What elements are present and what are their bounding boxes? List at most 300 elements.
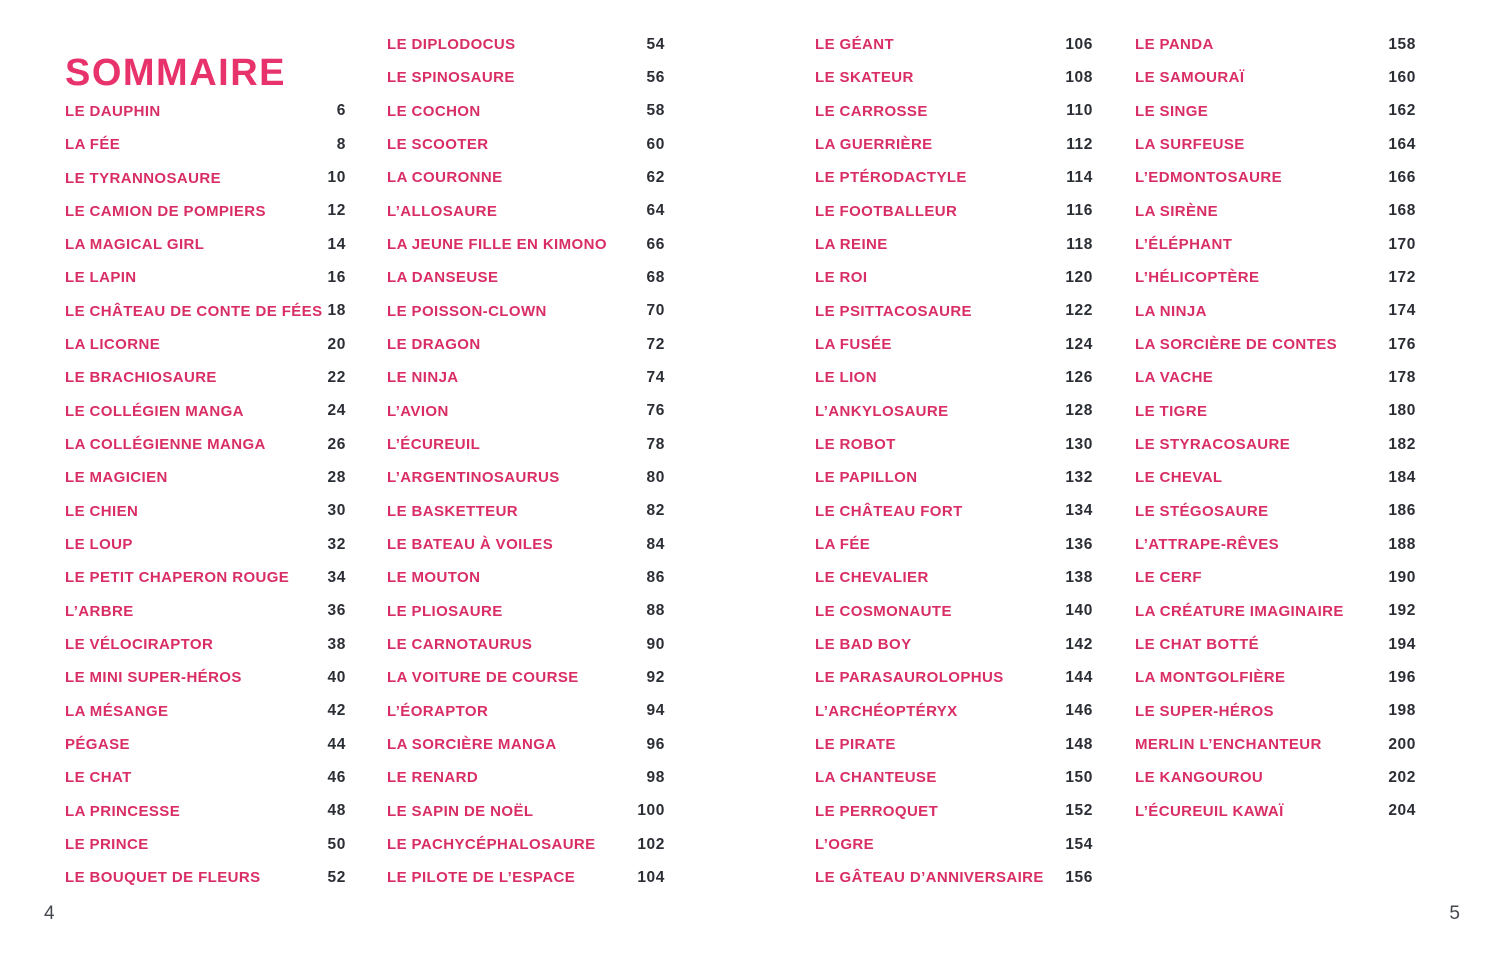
toc-entry-label: LA NINJA (1135, 302, 1207, 320)
toc-entry-page: 186 (1388, 502, 1416, 520)
toc-entry (387, 195, 665, 228)
toc-entry (815, 161, 1093, 194)
toc-entry-page: 198 (1388, 702, 1416, 720)
toc-entry-label: LA MAGICAL GIRL (65, 236, 205, 254)
toc-entry-page: 28 (327, 468, 346, 486)
toc-entry (1135, 228, 1416, 261)
toc-entry-label: LE DIPLODOCUS (387, 36, 516, 54)
toc-entry (1135, 361, 1416, 394)
toc-entry (387, 861, 665, 894)
toc-entry (815, 761, 1093, 794)
toc-entry-label: LE ROBOT (815, 436, 896, 454)
toc-entry-label: LE DAUPHIN (65, 102, 161, 120)
toc-entry-page: 40 (327, 668, 346, 686)
toc-entry-page: 96 (646, 735, 665, 753)
toc-entry (815, 528, 1093, 561)
toc-entry (1135, 61, 1416, 94)
toc-entry (815, 495, 1093, 528)
toc-entry-label: LE STÉGOSAURE (1135, 502, 1269, 520)
toc-entry-page: 72 (646, 335, 665, 353)
toc-entry (65, 361, 346, 394)
toc-entry-page: 92 (646, 668, 665, 686)
toc-entry (387, 28, 665, 61)
toc-entry (815, 428, 1093, 461)
toc-entry-page: 154 (1065, 835, 1093, 853)
toc-entry (387, 661, 665, 694)
toc-column-3 (815, 28, 1093, 895)
toc-column-2 (387, 28, 665, 895)
toc-entry (815, 328, 1093, 361)
toc-entry-label: LE GÉANT (815, 36, 895, 54)
toc-entry (65, 128, 346, 161)
toc-entry (65, 595, 346, 628)
toc-entry-page: 128 (1065, 402, 1093, 420)
toc-entry (1135, 595, 1416, 628)
toc-entry (1135, 728, 1416, 761)
toc-entry-page: 202 (1388, 768, 1416, 786)
toc-entry-page: 160 (1388, 68, 1416, 86)
toc-entry-page: 62 (646, 168, 665, 186)
toc-entry-label: LE SCOOTER (387, 136, 489, 154)
toc-entry-page: 192 (1388, 602, 1416, 620)
toc-entry-label: LE BAD BOY (815, 636, 912, 654)
toc-entry-page: 48 (327, 802, 346, 820)
toc-entry-label: LE CARNOTAURUS (387, 636, 533, 654)
toc-entry (1135, 395, 1416, 428)
toc-entry-label: LA COURONNE (387, 169, 503, 187)
toc-entry-page: 22 (327, 368, 346, 386)
toc-entry-page: 196 (1388, 668, 1416, 686)
toc-entry-page: 156 (1065, 868, 1093, 886)
toc-entry (65, 228, 346, 261)
toc-entry-page: 158 (1388, 35, 1416, 53)
toc-entry-page: 174 (1388, 302, 1416, 320)
title-spacer (65, 28, 346, 95)
toc-entry (65, 528, 346, 561)
toc-entry-label: LA FÉE (65, 136, 121, 154)
toc-entry (1135, 528, 1416, 561)
toc-entry-page: 24 (327, 402, 346, 420)
toc-entry-label: L’EDMONTOSAURE (1135, 169, 1283, 187)
toc-entry-label: LE PIRATE (815, 736, 896, 754)
toc-entry-label: L’ÉLÉPHANT (1135, 236, 1233, 254)
toc-entry-page: 54 (646, 35, 665, 53)
toc-entry-page: 26 (327, 435, 346, 453)
toc-entry (387, 795, 665, 828)
toc-entry (815, 861, 1093, 894)
toc-entry-label: LA PRINCESSE (65, 802, 181, 820)
toc-entry (1135, 795, 1416, 828)
toc-entry (65, 328, 346, 361)
toc-entry-label: LA FÉE (815, 536, 871, 554)
toc-entry (65, 495, 346, 528)
toc-entry-label: LE STYRACOSAURE (1135, 436, 1291, 454)
toc-entry (65, 761, 346, 794)
toc-entry (815, 628, 1093, 661)
folio-left: 4 (44, 903, 55, 924)
toc-entry-page: 46 (327, 768, 346, 786)
toc-entry-page: 194 (1388, 635, 1416, 653)
toc-entry (387, 561, 665, 594)
toc-entry (815, 361, 1093, 394)
toc-entry (387, 495, 665, 528)
toc-entry-page: 78 (646, 435, 665, 453)
toc-entry-page: 20 (327, 335, 346, 353)
toc-entry-page: 142 (1065, 635, 1093, 653)
toc-entry-page: 126 (1065, 368, 1093, 386)
toc-entry-label: LA REINE (815, 236, 888, 254)
toc-entry-label: LE PANDA (1135, 36, 1214, 54)
toc-entry (1135, 328, 1416, 361)
toc-entry-label: LA GUERRIÈRE (815, 136, 933, 154)
toc-entry-page: 112 (1066, 135, 1093, 153)
toc-entry-label: LE SINGE (1135, 102, 1209, 120)
toc-entry-label: LE DRAGON (387, 336, 481, 354)
toc-entry-label: LE RENARD (387, 769, 479, 787)
toc-entry-label: LE COCHON (387, 102, 481, 120)
toc-entry (1135, 161, 1416, 194)
toc-entry-label: LE SKATEUR (815, 69, 914, 87)
toc-entry-page: 36 (327, 602, 346, 620)
page-title: SOMMAIRE (65, 52, 286, 95)
toc-entry-page: 180 (1388, 402, 1416, 420)
toc-entry-page: 100 (637, 802, 665, 820)
toc-entry (65, 161, 346, 194)
toc-entry (815, 695, 1093, 728)
toc-entry-page: 74 (646, 368, 665, 386)
toc-entry-label: LE PACHYCÉPHALOSAURE (387, 836, 596, 854)
toc-entry-page: 14 (327, 235, 346, 253)
toc-entry-label: L’ANKYLOSAURE (815, 402, 949, 420)
toc-entry-label: LE COSMONAUTE (815, 602, 952, 620)
toc-entry (65, 95, 346, 128)
toc-entry-label: LA MONTGOLFIÈRE (1135, 669, 1286, 687)
toc-entry-label: PÉGASE (65, 736, 130, 754)
toc-entry (387, 695, 665, 728)
toc-entry-page: 138 (1065, 568, 1093, 586)
toc-entry-label: LE SAPIN DE NOËL (387, 802, 534, 820)
toc-entry-page: 16 (327, 268, 346, 286)
toc-entry-label: LA CRÉATURE IMAGINAIRE (1135, 602, 1344, 620)
toc-entry-label: LE PTÉRODACTYLE (815, 169, 967, 187)
toc-entry-label: LE COLLÉGIEN MANGA (65, 402, 244, 420)
toc-entry-page: 144 (1065, 668, 1093, 686)
toc-entry-label: LE CHAT BOTTÉ (1135, 636, 1260, 654)
toc-entry (65, 295, 346, 328)
toc-entry-label: L’ARCHÉOPTÉRYX (815, 702, 958, 720)
toc-entry-label: LE CHEVAL (1135, 469, 1223, 487)
toc-entry-page: 176 (1388, 335, 1416, 353)
toc-entry-label: L’ÉCUREUIL (387, 436, 481, 454)
toc-entry-page: 146 (1065, 702, 1093, 720)
toc-entry-label: LA MÉSANGE (65, 702, 169, 720)
toc-entry (387, 295, 665, 328)
toc-entry-label: LE PSITTACOSAURE (815, 302, 972, 320)
toc-entry-page: 200 (1388, 735, 1416, 753)
toc-entry-label: L’ÉCUREUIL KAWAÏ (1135, 802, 1284, 820)
toc-entry (387, 628, 665, 661)
toc-entry-label: LA JEUNE FILLE EN KIMONO (387, 236, 607, 254)
toc-entry-label: LE VÉLOCIRAPTOR (65, 636, 214, 654)
toc-entry-page: 44 (327, 735, 346, 753)
toc-entry-label: LE PERROQUET (815, 802, 939, 820)
toc-entry-page: 182 (1388, 435, 1416, 453)
toc-entry-page: 6 (336, 102, 346, 120)
toc-entry (65, 261, 346, 294)
toc-entry (65, 195, 346, 228)
toc-entry-label: LE TIGRE (1135, 402, 1208, 420)
toc-entry-label: LE PILOTE DE L’ESPACE (387, 869, 576, 887)
toc-entry (65, 828, 346, 861)
toc-entry-page: 168 (1388, 202, 1416, 220)
toc-entry-label: L’ARGENTINOSAURUS (387, 469, 560, 487)
toc-entry (1135, 195, 1416, 228)
toc-entry-label: LA SIRÈNE (1135, 202, 1219, 220)
toc-entry-label: L’OGRE (815, 836, 875, 854)
toc-entry (1135, 661, 1416, 694)
toc-entry (387, 128, 665, 161)
toc-entry-label: LE BASKETTEUR (387, 502, 519, 520)
toc-entry-page: 124 (1065, 335, 1093, 353)
toc-entry-page: 82 (646, 502, 665, 520)
toc-entry (1135, 628, 1416, 661)
toc-entry-label: L’ARBRE (65, 602, 134, 620)
toc-entry-page: 162 (1388, 102, 1416, 120)
toc-entry (387, 261, 665, 294)
toc-entry-label: LE PETIT CHAPERON ROUGE (65, 569, 290, 587)
toc-entry-page: 68 (646, 268, 665, 286)
toc-entry-label: LE FOOTBALLEUR (815, 202, 958, 220)
toc-entry-page: 190 (1388, 568, 1416, 586)
toc-entry (1135, 461, 1416, 494)
toc-entry-label: LA CHANTEUSE (815, 769, 937, 787)
toc-entry-label: LE SPINOSAURE (387, 69, 515, 87)
toc-entry (65, 561, 346, 594)
toc-entry-page: 94 (646, 702, 665, 720)
toc-entry (387, 95, 665, 128)
toc-entry-page: 122 (1065, 302, 1093, 320)
toc-entry (387, 595, 665, 628)
toc-entry-page: 30 (327, 502, 346, 520)
toc-entry-label: LE CHAT (65, 769, 132, 787)
toc-entry (815, 295, 1093, 328)
toc-entry (815, 561, 1093, 594)
toc-entry-page: 184 (1388, 468, 1416, 486)
toc-entry-page: 84 (646, 535, 665, 553)
toc-entry (815, 395, 1093, 428)
toc-entry (387, 61, 665, 94)
toc-entry-page: 130 (1065, 435, 1093, 453)
toc-entry-label: LA VOITURE DE COURSE (387, 669, 579, 687)
toc-entry-page: 104 (637, 868, 665, 886)
toc-entry (387, 761, 665, 794)
toc-entry (387, 728, 665, 761)
toc-entry-page: 50 (327, 835, 346, 853)
toc-entry (65, 395, 346, 428)
toc-entry-label: LE PARASAUROLOPHUS (815, 669, 1004, 687)
toc-entry-page: 8 (336, 135, 346, 153)
toc-entry-page: 18 (327, 302, 346, 320)
toc-entry-label: LE CAMION DE POMPIERS (65, 202, 266, 220)
toc-entry-page: 106 (1065, 35, 1093, 53)
toc-entry (815, 195, 1093, 228)
toc-entry-page: 58 (646, 102, 665, 120)
toc-entry-page: 140 (1065, 602, 1093, 620)
toc-entry-page: 136 (1065, 535, 1093, 553)
toc-entry-page: 132 (1065, 468, 1093, 486)
toc-entry-page: 152 (1065, 802, 1093, 820)
toc-entry (65, 795, 346, 828)
toc-entry-label: LE BOUQUET DE FLEURS (65, 869, 261, 887)
toc-entry-label: LE LOUP (65, 536, 133, 554)
toc-entry (65, 661, 346, 694)
toc-entry-page: 172 (1388, 268, 1416, 286)
toc-entry-label: L’AVION (387, 402, 449, 420)
toc-entry (65, 428, 346, 461)
toc-entry-label: LE GÂTEAU D’ANNIVERSAIRE (815, 869, 1044, 887)
toc-entry-page: 12 (327, 202, 346, 220)
toc-entry-label: L’ATTRAPE-RÊVES (1135, 536, 1280, 554)
toc-entry-label: MERLIN L’ENCHANTEUR (1135, 736, 1322, 754)
toc-entry-page: 118 (1066, 235, 1093, 253)
toc-entry-label: LA SORCIÈRE DE CONTES (1135, 336, 1338, 354)
toc-entry-label: LE CHÂTEAU DE CONTE DE FÉES (65, 302, 323, 320)
toc-entry-page: 204 (1388, 802, 1416, 820)
toc-entry (65, 695, 346, 728)
toc-entry (387, 395, 665, 428)
toc-entry-label: L’ALLOSAURE (387, 202, 498, 220)
toc-entry-label: LE PAPILLON (815, 469, 918, 487)
toc-entry-label: LA SORCIÈRE MANGA (387, 736, 557, 754)
toc-entry-page: 164 (1388, 135, 1416, 153)
toc-entry-label: LE SAMOURAÏ (1135, 69, 1245, 87)
toc-entry (815, 461, 1093, 494)
toc-entry-label: LA SURFEUSE (1135, 136, 1245, 154)
toc-entry-label: LA LICORNE (65, 336, 161, 354)
toc-entry-label: LE BRACHIOSAURE (65, 369, 217, 387)
toc-entry (815, 28, 1093, 61)
toc-entry-page: 98 (646, 768, 665, 786)
toc-entry-label: LE KANGOUROU (1135, 769, 1264, 787)
toc-entry (815, 661, 1093, 694)
toc-entry-label: LE CHIEN (65, 502, 139, 520)
toc-entry (1135, 28, 1416, 61)
toc-entry (387, 361, 665, 394)
toc-entry (65, 628, 346, 661)
toc-entry (1135, 95, 1416, 128)
toc-entry-label: LA COLLÉGIENNE MANGA (65, 436, 266, 454)
toc-entry-label: L’HÉLICOPTÈRE (1135, 269, 1260, 287)
toc-entry-page: 32 (327, 535, 346, 553)
toc-entry-page: 170 (1388, 235, 1416, 253)
toc-entry (65, 861, 346, 894)
toc-entry-label: LA VACHE (1135, 369, 1214, 387)
toc-entry (387, 428, 665, 461)
toc-entry-page: 150 (1065, 768, 1093, 786)
toc-entry (1135, 695, 1416, 728)
toc-entry-label: LE CERF (1135, 569, 1202, 587)
toc-entry (387, 161, 665, 194)
toc-entry-label: LE PLIOSAURE (387, 602, 503, 620)
toc-entry-page: 148 (1065, 735, 1093, 753)
toc-entry-page: 42 (327, 702, 346, 720)
toc-entry-label: LE MINI SUPER-HÉROS (65, 669, 242, 687)
toc-entry-label: LE NINJA (387, 369, 459, 387)
toc-entry-page: 56 (646, 68, 665, 86)
toc-entry-page: 86 (646, 568, 665, 586)
toc-entry-page: 88 (646, 602, 665, 620)
toc-entry-page: 108 (1065, 68, 1093, 86)
toc-entry-page: 60 (646, 135, 665, 153)
toc-entry (815, 228, 1093, 261)
toc-entry-label: LE LION (815, 369, 877, 387)
toc-entry (815, 61, 1093, 94)
toc-entry (815, 828, 1093, 861)
toc-entry (1135, 128, 1416, 161)
toc-entry (387, 828, 665, 861)
toc-entry-label: LA FUSÉE (815, 336, 892, 354)
toc-entry (1135, 761, 1416, 794)
toc-entry-page: 52 (327, 868, 346, 886)
toc-entry-label: LE PRINCE (65, 836, 149, 854)
toc-entry (1135, 428, 1416, 461)
toc-entry-label: L’ÉORAPTOR (387, 702, 489, 720)
toc-entry-page: 120 (1065, 268, 1093, 286)
toc-entry-page: 76 (646, 402, 665, 420)
toc-column-4 (1135, 28, 1416, 828)
toc-entry-label: LE LAPIN (65, 269, 137, 287)
toc-entry (1135, 495, 1416, 528)
toc-entry-page: 116 (1066, 202, 1093, 220)
toc-entry (815, 95, 1093, 128)
toc-entry-label: LE CHÂTEAU FORT (815, 502, 963, 520)
toc-entry-page: 134 (1065, 502, 1093, 520)
toc-entry (815, 728, 1093, 761)
toc-entry-label: LE BATEAU À VOILES (387, 536, 554, 554)
toc-entry (65, 461, 346, 494)
toc-column-1 (65, 28, 346, 895)
toc-entry-page: 10 (327, 169, 346, 186)
toc-entry (815, 128, 1093, 161)
toc-entry-label: LE MAGICIEN (65, 469, 168, 487)
toc-entry-label: LE SUPER-HÉROS (1135, 702, 1274, 720)
toc-entry-page: 80 (646, 468, 665, 486)
toc-entry-page: 90 (646, 635, 665, 653)
toc-entry-page: 70 (646, 302, 665, 320)
toc-entry-label: LE TYRANNOSAURE (65, 169, 222, 187)
toc-entry-label: LA DANSEUSE (387, 269, 499, 287)
toc-entry (387, 328, 665, 361)
toc-entry-page: 64 (646, 202, 665, 220)
toc-entry (1135, 261, 1416, 294)
toc-entry-page: 102 (637, 835, 665, 853)
toc-entry (65, 728, 346, 761)
toc-entry (815, 595, 1093, 628)
toc-entry (387, 528, 665, 561)
toc-entry (1135, 295, 1416, 328)
toc-entry-page: 166 (1388, 168, 1416, 186)
toc-entry (815, 795, 1093, 828)
toc-entry (815, 261, 1093, 294)
toc-entry (387, 461, 665, 494)
toc-entry-page: 34 (327, 568, 346, 586)
toc-entry (1135, 561, 1416, 594)
toc-entry-label: LE POISSON-CLOWN (387, 302, 547, 320)
toc-entry-page: 178 (1388, 368, 1416, 386)
toc-entry (387, 228, 665, 261)
toc-entry-page: 110 (1066, 102, 1093, 120)
toc-entry-label: LE MOUTON (387, 569, 481, 587)
